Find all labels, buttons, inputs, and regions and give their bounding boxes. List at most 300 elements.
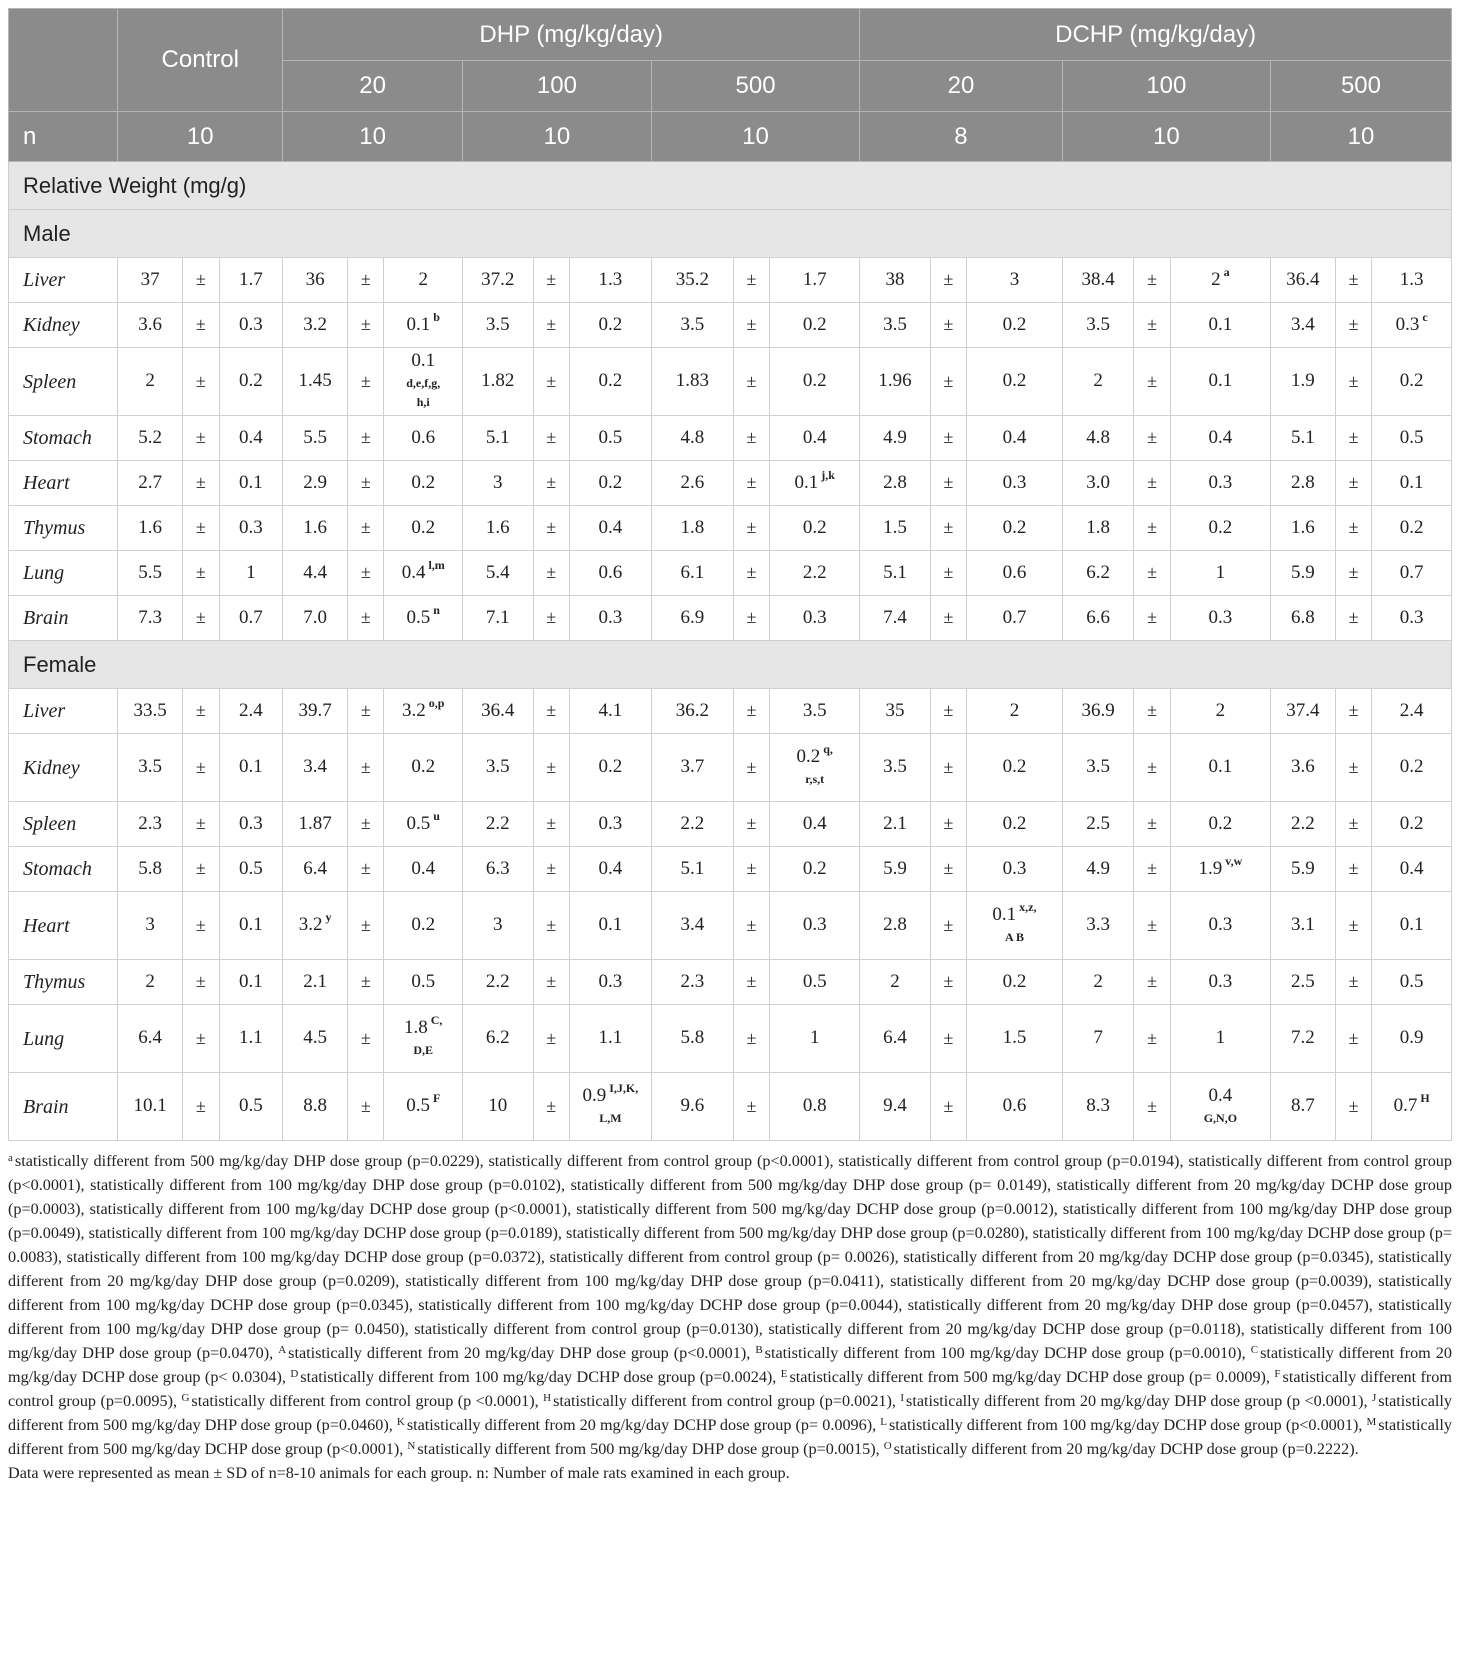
mean-value: 1.6 [462,506,533,551]
plus-minus: ± [533,1073,569,1141]
organ-label: Spleen [9,802,118,847]
sd-value: 0.1 [219,734,283,802]
plus-minus: ± [1134,960,1170,1005]
sd-value: 1 [1170,551,1270,596]
plus-minus: ± [733,551,769,596]
sd-value: 0.3 [1170,960,1270,1005]
n-value: 10 [118,112,283,162]
sd-value: 1.9 $^{v,w}$ [1170,847,1270,892]
sd-value: 1.8 $^{C,}$ D,E [384,1005,463,1073]
plus-minus: ± [930,596,966,641]
organ-label: Thymus [9,960,118,1005]
plus-minus: ± [183,461,219,506]
sd-value: 0.1 [1372,892,1452,960]
sd-value: 0.3 [219,303,283,348]
mean-value: 3.7 [651,734,733,802]
plus-minus: ± [533,847,569,892]
plus-minus: ± [733,416,769,461]
sd-value: 0.3 [1170,892,1270,960]
mean-value: 3.0 [1062,461,1134,506]
sd-value: 0.1 $^b$ [384,303,463,348]
table-row [9,847,1452,892]
significance-marker: C, [430,1012,443,1027]
plus-minus: ± [733,461,769,506]
organ-label: Heart [9,892,118,960]
mean-value: 38.4 [1062,258,1134,303]
plus-minus: ± [533,348,569,416]
mean-value: 8.8 [283,1073,348,1141]
mean-value: 6.4 [118,1005,183,1073]
plus-minus: ± [348,303,384,348]
organ-label: Kidney [9,734,118,802]
plus-minus: ± [533,802,569,847]
plus-minus: ± [183,847,219,892]
table-row [9,303,1452,348]
mean-value: 5.1 [1270,416,1335,461]
footnote-marker: a [8,1152,13,1164]
plus-minus: ± [1134,689,1170,734]
mean-value: 6.4 [283,847,348,892]
footnote-text: statistically different from 20 mg/kg/day DCHP dose group (p= 0.0096), [406,1416,881,1434]
sd-value: 0.3 [770,892,860,960]
table-row [9,416,1452,461]
plus-minus: ± [1134,506,1170,551]
table-row [9,348,1452,416]
sd-value: 0.4 [967,416,1063,461]
organ-label: Heart [9,461,118,506]
table-row [9,1005,1452,1073]
sd-value: 0.4 [1170,416,1270,461]
mean-value: 4.4 [283,551,348,596]
footnote-text: statistically different from 100 mg/kg/day DCHP dose group (p=0.0010), [764,1344,1251,1362]
table-row [9,960,1452,1005]
mean-value: 2 [1062,960,1134,1005]
plus-minus: ± [1335,847,1371,892]
section-male: Male [9,210,1452,258]
table-row [9,802,1452,847]
plus-minus: ± [1335,734,1371,802]
sd-value: 0.2 [569,348,651,416]
plus-minus: ± [1335,802,1371,847]
corner-cell [9,9,118,112]
table-row [9,1073,1452,1141]
mean-value: 5.9 [860,847,931,892]
mean-value: 36.4 [1270,258,1335,303]
mean-value: 5.8 [651,1005,733,1073]
sd-value: 0.1 $^{x,z,}$ A B [967,892,1063,960]
mean-value: 1.96 [860,348,931,416]
sd-value: 0.7 [219,596,283,641]
mean-value: 2 [118,348,183,416]
mean-value: 10 [462,1073,533,1141]
plus-minus: ± [1335,461,1371,506]
mean-value: 3.5 [860,734,931,802]
significance-marker: d,e,f,g, [406,376,441,391]
plus-minus: ± [533,892,569,960]
mean-value: 3.2 $^y$ [283,892,348,960]
plus-minus: ± [348,960,384,1005]
plus-minus: ± [533,303,569,348]
sd-value: 0.5 [569,416,651,461]
mean-value: 2.2 [1270,802,1335,847]
sd-value: 3 [967,258,1063,303]
plus-minus: ± [533,734,569,802]
plus-minus: ± [733,802,769,847]
footnotes [8,1149,1452,1485]
mean-value: 1.87 [283,802,348,847]
mean-value: 7.0 [283,596,348,641]
sd-value: 0.2 [770,506,860,551]
footnote-marker: C [1250,1344,1259,1356]
sd-value: 0.3 [1170,596,1270,641]
mean-value: 1.6 [118,506,183,551]
mean-value: 5.1 [860,551,931,596]
plus-minus: ± [183,689,219,734]
table-row [9,461,1452,506]
plus-minus: ± [348,802,384,847]
significance-marker: l,m [428,557,445,572]
mean-value: 6.2 [1062,551,1134,596]
significance-marker: n [433,602,440,617]
plus-minus: ± [1134,551,1170,596]
data-note: Data were represented as mean ± SD of n=8-10 animals for each group. n: Number of male rats examined in each group. [8,1464,790,1482]
sd-value: 0.2 [967,348,1063,416]
mean-value: 5.5 [283,416,348,461]
plus-minus: ± [930,892,966,960]
sd-value: 0.4 [569,506,651,551]
sd-value: 0.3 [967,847,1063,892]
mean-value: 2.1 [283,960,348,1005]
sd-value: 0.2 $^{q,}$ r,s,t [770,734,860,802]
mean-value: 36 [283,258,348,303]
table-row [9,734,1452,802]
mean-value: 2.5 [1270,960,1335,1005]
mean-value: 7.2 [1270,1005,1335,1073]
significance-marker: u [433,808,440,823]
footnote-text: statistically different from control group (p=0.0095), [8,1368,1452,1410]
plus-minus: ± [733,960,769,1005]
plus-minus: ± [1335,596,1371,641]
mean-value: 5.1 [462,416,533,461]
plus-minus: ± [183,348,219,416]
mean-value: 5.2 [118,416,183,461]
n-value: 8 [860,112,1063,162]
table-row [9,551,1452,596]
organ-label: Liver [9,689,118,734]
sd-value: 0.2 [569,734,651,802]
mean-value: 36.4 [462,689,533,734]
footnote-text: statistically different from control group (p <0.0001), [191,1392,544,1410]
plus-minus: ± [1335,1073,1371,1141]
plus-minus: ± [930,303,966,348]
mean-value: 3.4 [1270,303,1335,348]
sd-value: 0.2 [384,506,463,551]
table-row [9,892,1452,960]
mean-value: 3 [462,892,533,960]
footnote-marker: I [900,1392,905,1404]
sd-value: 0.3 [219,802,283,847]
plus-minus: ± [533,461,569,506]
table-row [9,689,1452,734]
sd-value: 1 [1170,1005,1270,1073]
sd-value: 0.7 [967,596,1063,641]
mean-value: 7.1 [462,596,533,641]
plus-minus: ± [183,1005,219,1073]
sd-value: 0.4 G,N,O [1170,1073,1270,1141]
mean-value: 3.4 [651,892,733,960]
sd-value: 0.6 [967,1073,1063,1141]
sd-value: 0.2 [967,802,1063,847]
header-dhp-100: 100 [462,61,651,112]
plus-minus: ± [733,734,769,802]
footnote-marker: B [755,1344,763,1356]
plus-minus: ± [533,596,569,641]
header-dchp-20: 20 [860,61,1063,112]
significance-marker: j,k [821,467,835,482]
plus-minus: ± [733,689,769,734]
significance-marker: a [1223,264,1230,279]
mean-value: 5.4 [462,551,533,596]
mean-value: 2.5 [1062,802,1134,847]
header-dhp-20: 20 [283,61,463,112]
sd-value: 0.6 [384,416,463,461]
sd-value: 0.2 [569,303,651,348]
sd-value: 0.1 [569,892,651,960]
plus-minus: ± [930,847,966,892]
plus-minus: ± [533,689,569,734]
mean-value: 3 [462,461,533,506]
plus-minus: ± [183,596,219,641]
footnote-marker: K [396,1416,405,1428]
significance-marker: b [433,309,440,324]
significance-marker: G,N,O [1203,1110,1238,1125]
sd-value: 0.1 d,e,f,g, h,i [384,348,463,416]
mean-value: 5.1 [651,847,733,892]
plus-minus: ± [183,303,219,348]
section-title: Relative Weight (mg/g) [9,162,1452,210]
mean-value: 36.2 [651,689,733,734]
footnote-marker: E [780,1368,788,1380]
sd-value: 0.4 [770,416,860,461]
organ-label: Stomach [9,416,118,461]
plus-minus: ± [348,258,384,303]
organ-label: Kidney [9,303,118,348]
sd-value: 0.2 [1170,506,1270,551]
sd-value: 2.4 [219,689,283,734]
mean-value: 1.45 [283,348,348,416]
plus-minus: ± [733,892,769,960]
plus-minus: ± [1134,348,1170,416]
mean-value: 2.7 [118,461,183,506]
significance-marker: o,p [428,695,445,710]
plus-minus: ± [930,1073,966,1141]
plus-minus: ± [1335,416,1371,461]
mean-value: 2.3 [651,960,733,1005]
table-row [9,506,1452,551]
sd-value: 0.3 [1170,461,1270,506]
mean-value: 1.5 [860,506,931,551]
mean-value: 2.8 [860,892,931,960]
plus-minus: ± [533,258,569,303]
mean-value: 1.83 [651,348,733,416]
sd-value: 0.1 [1170,303,1270,348]
plus-minus: ± [1335,506,1371,551]
mean-value: 4.9 [860,416,931,461]
sd-value: 0.2 [967,734,1063,802]
plus-minus: ± [930,551,966,596]
organ-label: Liver [9,258,118,303]
plus-minus: ± [183,892,219,960]
mean-value: 7.4 [860,596,931,641]
plus-minus: ± [930,506,966,551]
n-value: 10 [462,112,651,162]
sd-value: 0.3 [569,596,651,641]
plus-minus: ± [930,348,966,416]
sd-value: 0.1 [219,960,283,1005]
sd-value: 0.2 [569,461,651,506]
significance-marker: h,i [416,394,430,409]
sd-value: 0.3 [569,960,651,1005]
plus-minus: ± [930,258,966,303]
mean-value: 8.3 [1062,1073,1134,1141]
plus-minus: ± [1335,258,1371,303]
mean-value: 3.5 [118,734,183,802]
plus-minus: ± [733,1005,769,1073]
mean-value: 6.4 [860,1005,931,1073]
sd-value: 1.3 [1372,258,1452,303]
organ-label: Stomach [9,847,118,892]
plus-minus: ± [1134,416,1170,461]
header-dchp-100: 100 [1062,61,1270,112]
sd-value: 0.3 [967,461,1063,506]
header-dchp-500: 500 [1270,61,1451,112]
n-value: 10 [1062,112,1270,162]
mean-value: 9.6 [651,1073,733,1141]
mean-value: 5.5 [118,551,183,596]
sd-value: 3.2 $^{o,p}$ [384,689,463,734]
sd-value: 0.4 [770,802,860,847]
plus-minus: ± [1134,734,1170,802]
mean-value: 3.1 [1270,892,1335,960]
significance-marker: y [325,910,332,925]
sd-value: 2.4 [1372,689,1452,734]
sd-value: 0.7 [1372,551,1452,596]
plus-minus: ± [1335,892,1371,960]
n-value: 10 [1270,112,1451,162]
mean-value: 4.5 [283,1005,348,1073]
header-dhp-500: 500 [651,61,859,112]
footnote-marker: L [880,1416,887,1428]
plus-minus: ± [183,506,219,551]
sd-value: 0.3 [569,802,651,847]
n-value: 10 [283,112,463,162]
plus-minus: ± [183,258,219,303]
mean-value: 2 [118,960,183,1005]
plus-minus: ± [183,1073,219,1141]
mean-value: 3.4 [283,734,348,802]
mean-value: 5.8 [118,847,183,892]
footnote-marker: D [290,1368,299,1380]
mean-value: 7.3 [118,596,183,641]
plus-minus: ± [1335,960,1371,1005]
sd-value: 0.2 [967,960,1063,1005]
sd-value: 0.4 [569,847,651,892]
plus-minus: ± [733,303,769,348]
mean-value: 2.6 [651,461,733,506]
plus-minus: ± [1134,1073,1170,1141]
sd-value: 0.1 $^{j,k}$ [770,461,860,506]
plus-minus: ± [183,802,219,847]
mean-value: 3 [118,892,183,960]
plus-minus: ± [733,847,769,892]
mean-value: 3.5 [462,734,533,802]
organ-label: Lung [9,1005,118,1073]
plus-minus: ± [348,551,384,596]
sd-value: 0.6 [569,551,651,596]
plus-minus: ± [1134,258,1170,303]
sd-value: 2 $^a$ [1170,258,1270,303]
footnote-text: statistically different from 20 mg/kg/day DCHP dose group (p< 0.0304), [8,1344,1452,1386]
sd-value: 0.2 [1170,802,1270,847]
sd-value: 0.2 [770,847,860,892]
sd-value: 0.3 [1372,596,1452,641]
organ-label: Thymus [9,506,118,551]
mean-value: 4.8 [651,416,733,461]
plus-minus: ± [348,348,384,416]
footnote-marker: N [407,1440,416,1452]
mean-value: 6.9 [651,596,733,641]
mean-value: 10.1 [118,1073,183,1141]
mean-value: 35.2 [651,258,733,303]
mean-value: 1.8 [651,506,733,551]
sd-value: 0.5 $^n$ [384,596,463,641]
section-female: Female [9,641,1452,689]
sd-value: 0.2 [1372,734,1452,802]
plus-minus: ± [348,506,384,551]
sd-value: 0.2 [219,348,283,416]
mean-value: 6.6 [1062,596,1134,641]
plus-minus: ± [348,734,384,802]
mean-value: 3.5 [462,303,533,348]
significance-marker: A B [1004,929,1024,944]
sd-value: 1.5 [967,1005,1063,1073]
plus-minus: ± [533,551,569,596]
footnote-text: statistically different from 20 mg/kg/day DHP dose group (p<0.0001), [288,1344,756,1362]
mean-value: 3.5 [1062,734,1134,802]
plus-minus: ± [1335,1005,1371,1073]
plus-minus: ± [1134,802,1170,847]
mean-value: 2.9 [283,461,348,506]
footnote-text: statistically different from 500 mg/kg/day DHP dose group (p=0.0015), [417,1440,884,1458]
significance-marker: r,s,t [805,771,825,786]
sd-value: 0.8 [770,1073,860,1141]
plus-minus: ± [930,1005,966,1073]
sd-value: 0.4 [219,416,283,461]
sd-value: 0.1 [219,461,283,506]
plus-minus: ± [930,461,966,506]
significance-marker: c [1422,309,1428,324]
n-value: 10 [651,112,859,162]
n-row [9,112,1452,162]
plus-minus: ± [348,596,384,641]
footnote-text: statistically different from 100 mg/kg/day DCHP dose group (p=0.0024), [300,1368,781,1386]
significance-marker: v,w [1225,853,1243,868]
significance-marker: I,J,K, [609,1080,639,1095]
mean-value: 5.9 [1270,847,1335,892]
significance-marker: F [432,1091,441,1106]
mean-value: 38 [860,258,931,303]
sd-value: 0.1 [1170,348,1270,416]
